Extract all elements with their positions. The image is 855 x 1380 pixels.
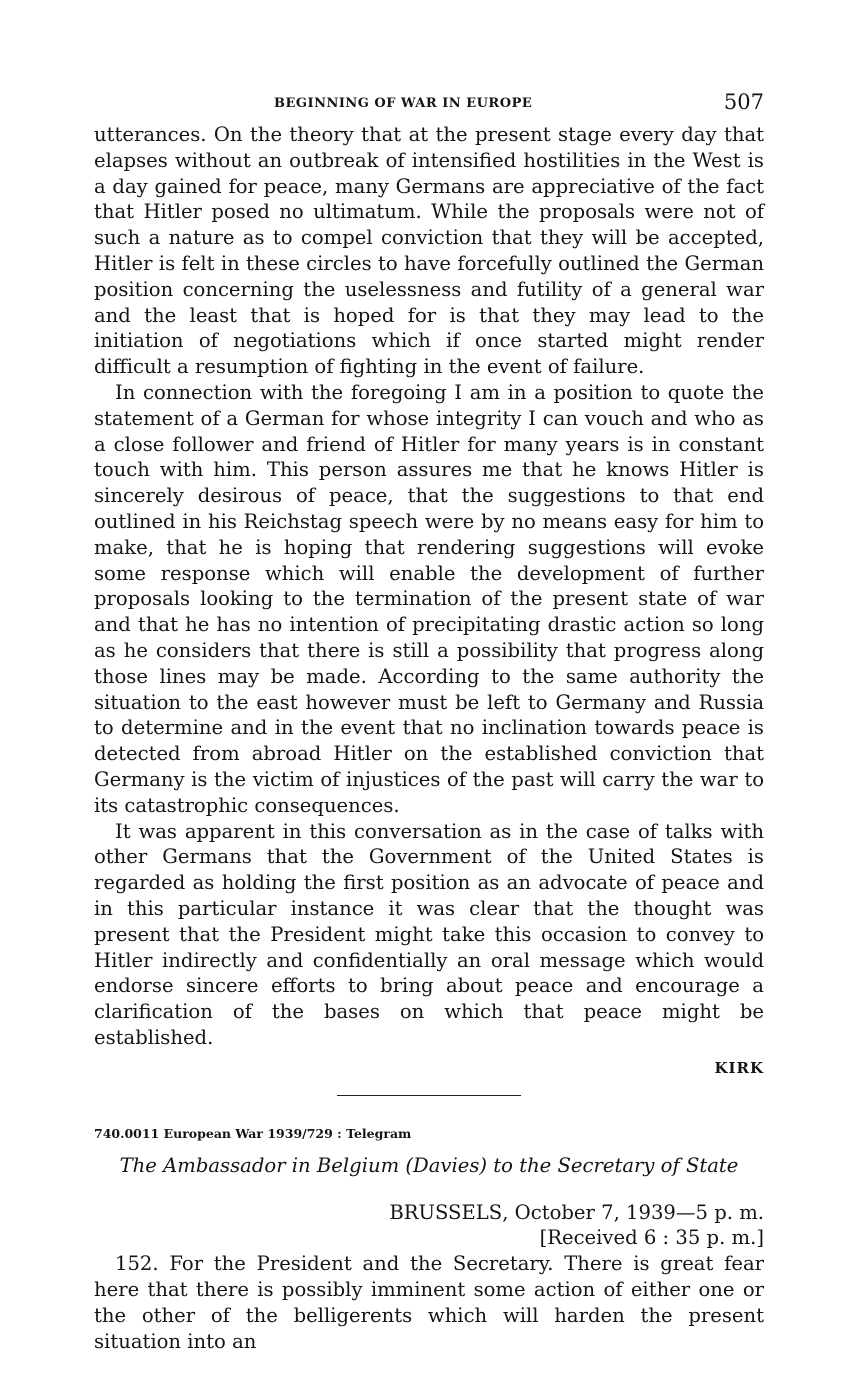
running-head <box>94 90 764 122</box>
document-page <box>94 90 764 1354</box>
signature: KIRK <box>714 1058 764 1077</box>
dateline-place: BRUSSELS <box>389 1200 503 1224</box>
section-divider <box>337 1095 521 1096</box>
document-title: The Ambassador in Belgium (Davies) to the Secretary of State <box>119 1153 739 1177</box>
received-note: [Received 6 : 35 p. m.] <box>539 1226 764 1250</box>
telegram-body: 152. For the President and the Secretary. There is great fear here that there is possibly imminent some action of either one or the other of the belligerents which will harden the present situation into an <box>94 1252 764 1353</box>
page-number: 507 <box>723 90 764 114</box>
running-title: BEGINNING OF WAR IN EUROPE <box>274 96 533 111</box>
dateline-date: , October 7, 1939—5 p. m. <box>502 1200 764 1224</box>
paragraph-quote: In connection with the foregoing I am in a position to quote the statement of a German for whose integrity I can vouch and who as a close follower and friend of Hitler for many years is in constant touch with him. This person assures me that he knows Hitler is sincerely desirous of peace, that the suggestions to that end outlined in his Reichstag speech were by no means easy for him to make, that he is hoping that rendering suggestions will evoke some response which will enable the development of further proposals looking to the termination of the present state of war and that he has no intention of precipitating drastic action so long as he considers that there is still a possibility that progress along those lines may be made. According to the same authority the situation to the east however must be left to Germany and Russia to determine and in the event that no inclination towards peace is detected from abroad Hitler on the established conviction that Germany is the victim of injustices of the past will carry the war to its catastrophic consequences. <box>94 380 764 817</box>
dateline <box>94 1200 764 1226</box>
paragraph-conversation: It was apparent in this conversation as in the case of talks with other Germans that the Government of the United States is regarded as holding the first position as an advocate of peace and in this particular instance it was clear that the thought was present that the President might take this occasion to convey to Hitler indirectly and confidentially an oral message which would endorse sincere efforts to bring about peace and encourage a clarification of the bases on which that peace might be established. <box>94 819 764 1049</box>
paragraph-continued: utterances. On the theory that at the present stage every day that elapses without an outbreak of intensified hostilities in the West is a day gained for peace, many Germans are appreciative of the fact that Hitler posed no ultimatum. While the proposals were not of such a nature as to compel conviction that they will be accepted, Hitler is felt in these circles to have forcefully outlined the German position concerning the uselessness and futility of a general war and the least that is hoped for is that they may lead to the initiation of negotiations which if once started might render difficult a resumption of fighting in the event of failure. <box>94 123 764 379</box>
file-reference: 740.0011 European War 1939/729 : Telegram <box>94 1125 412 1141</box>
